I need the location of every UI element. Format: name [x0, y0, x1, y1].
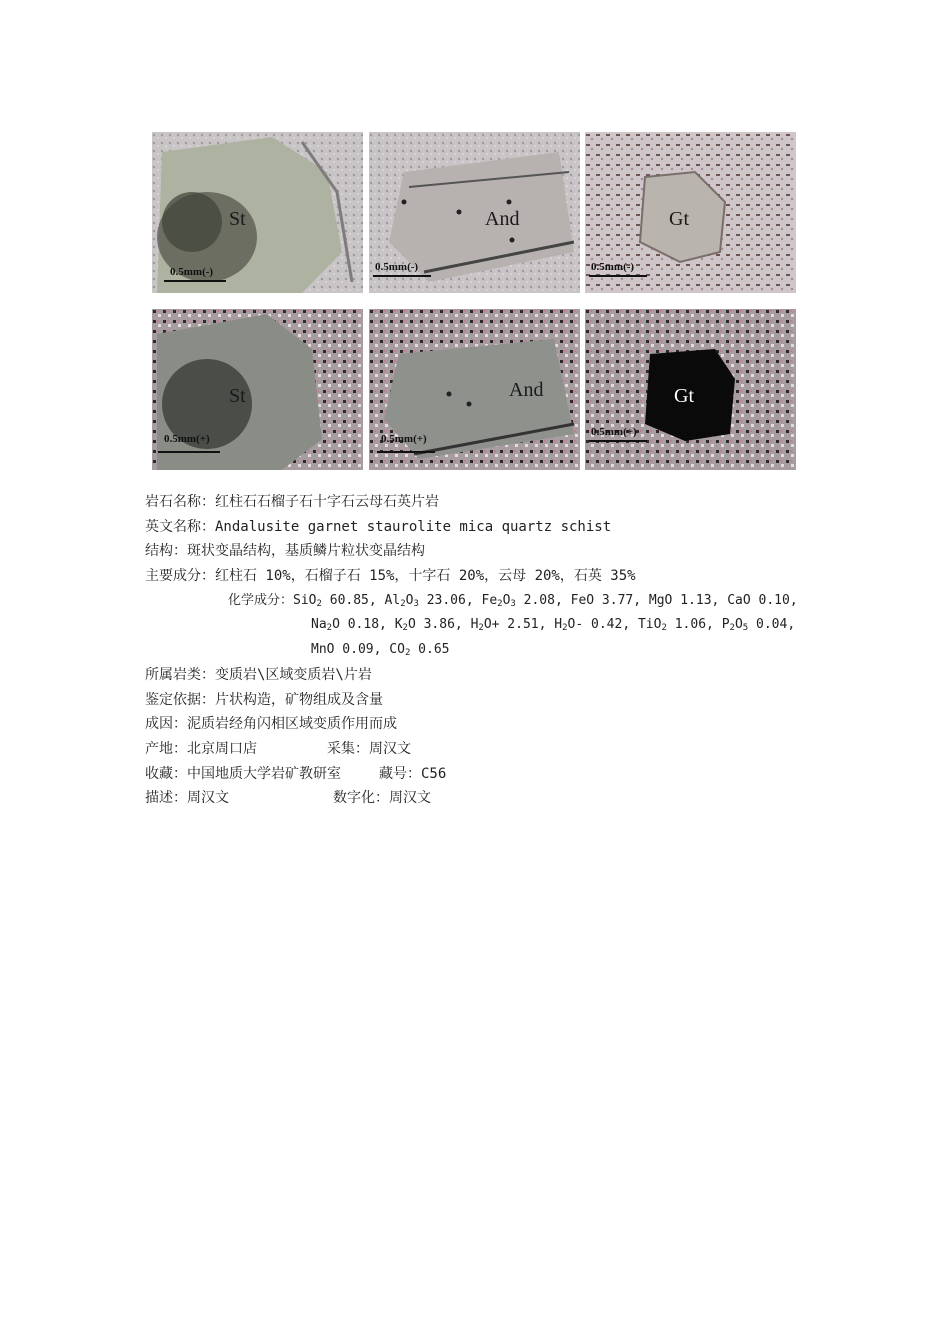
label: 采集： — [327, 740, 369, 757]
genesis: 泥质岩经角闪相区域变质作用而成 — [187, 716, 397, 733]
label: 成因： — [145, 716, 187, 733]
micrograph-andalusite-xpl — [369, 309, 580, 470]
oxide-value: $Al_2O_3$ 23.06, — [384, 592, 482, 609]
scale-label: 0.5mm(-) — [375, 261, 419, 273]
label: 结构： — [145, 543, 187, 560]
collector: 周汉文 — [369, 740, 411, 757]
genesis-line — [145, 712, 825, 737]
main-components: 红柱石 10%，石榴子石 15%，十字石 20%，云母 20%，石英 35% — [215, 568, 636, 585]
micrograph-image — [152, 309, 363, 470]
mineral-label: Gt — [674, 385, 694, 407]
label: 英文名称： — [145, 518, 215, 535]
scale-label: 0.5mm(+) — [381, 433, 427, 445]
oxide-value: $K_2O$ 3.86, — [394, 617, 471, 634]
oxide-value: $CO_2$ 0.65 — [389, 642, 450, 659]
oxide-value: SiO$_2$ 60.85, — [293, 592, 385, 609]
scale-label: 0.5mm(-) — [170, 266, 214, 278]
label: 数字化： — [333, 790, 389, 807]
chemistry-line-2 — [145, 613, 825, 638]
digitizer: 周汉文 — [389, 790, 431, 807]
main-components-line — [145, 564, 825, 589]
locality: 北京周口店 — [187, 740, 257, 757]
scale-label: 0.5mm(+) — [591, 426, 637, 438]
label: 收藏： — [145, 765, 187, 782]
oxide-value: CaO 0.10, — [727, 592, 798, 608]
scale-bar — [158, 451, 220, 453]
mineral-label: And — [485, 208, 520, 230]
chemistry-line-1 — [145, 589, 825, 614]
oxide-value: MnO 0.09, — [311, 642, 390, 658]
scale-bar — [589, 275, 647, 277]
scale-bar — [373, 275, 431, 277]
oxide-value: $H_2O-$ 0.42, — [554, 617, 638, 634]
label: 所属岩类： — [145, 666, 215, 683]
locality-line — [145, 737, 825, 762]
oxide-value: $P_2O_5$ 0.04, — [721, 617, 796, 634]
basis: 片状构造，矿物组成及含量 — [215, 691, 383, 708]
scale-label: 0.5mm(-) — [591, 261, 635, 273]
describer-line — [145, 786, 825, 811]
label: 主要成分： — [145, 568, 215, 585]
label: 化学成分： — [228, 592, 294, 608]
rock-class: 变质岩\区域变质岩\片岩 — [215, 666, 372, 683]
mineral-label: St — [229, 208, 246, 230]
collection-line — [145, 762, 825, 787]
micrograph-garnet-xpl — [585, 309, 796, 470]
scale-bar — [164, 280, 226, 282]
basis-line — [145, 688, 825, 713]
chemistry-values — [311, 617, 795, 632]
rock-class-line — [145, 663, 825, 688]
scale-bar — [589, 440, 647, 442]
label: 藏号： — [379, 765, 421, 782]
micrograph-staurolite-xpl — [152, 309, 363, 470]
label: 产地： — [145, 740, 187, 757]
specimen-description — [145, 490, 825, 811]
oxide-value: $Fe_2O_3$ 2.08, — [481, 592, 571, 609]
oxide-value: FeO 3.77, — [570, 592, 649, 608]
collection: 中国地质大学岩矿教研室 — [187, 765, 341, 782]
mineral-label: Gt — [669, 208, 689, 230]
micrograph-garnet-ppl — [585, 132, 796, 293]
oxide-value: $H_2O+ 2.51$, — [470, 617, 555, 634]
micrograph-andalusite-ppl — [369, 132, 580, 293]
structure: 斑状变晶结构，基质鳞片粒状变晶结构 — [187, 543, 425, 560]
rock-name: 红柱石石榴子石十字石云母石英片岩 — [215, 494, 439, 510]
catalog: C56 — [421, 765, 447, 782]
chemistry-line-3 — [145, 638, 825, 663]
label: 岩石名称： — [145, 494, 215, 510]
oxide-value: $Na_2O$ 0.18, — [311, 617, 395, 634]
chemistry-values — [293, 593, 798, 608]
chemistry-values — [311, 642, 450, 657]
english-name-line — [145, 515, 825, 540]
oxide-value: MgO 1.13, — [648, 592, 728, 608]
rock-name-line — [145, 490, 825, 515]
oxide-value: TiO$_2$ 1.06, — [637, 617, 722, 634]
label: 描述： — [145, 790, 187, 807]
mineral-label: St — [229, 385, 246, 407]
scale-bar — [377, 451, 435, 453]
describer: 周汉文 — [187, 790, 229, 807]
micrograph-image — [369, 309, 580, 470]
english-name: Andalusite garnet staurolite mica quartz schist — [215, 518, 612, 535]
structure-line — [145, 539, 825, 564]
micrograph-staurolite-ppl — [152, 132, 363, 293]
scale-label: 0.5mm(+) — [164, 433, 210, 445]
mineral-label: And — [509, 379, 544, 401]
label: 鉴定依据： — [145, 691, 215, 708]
